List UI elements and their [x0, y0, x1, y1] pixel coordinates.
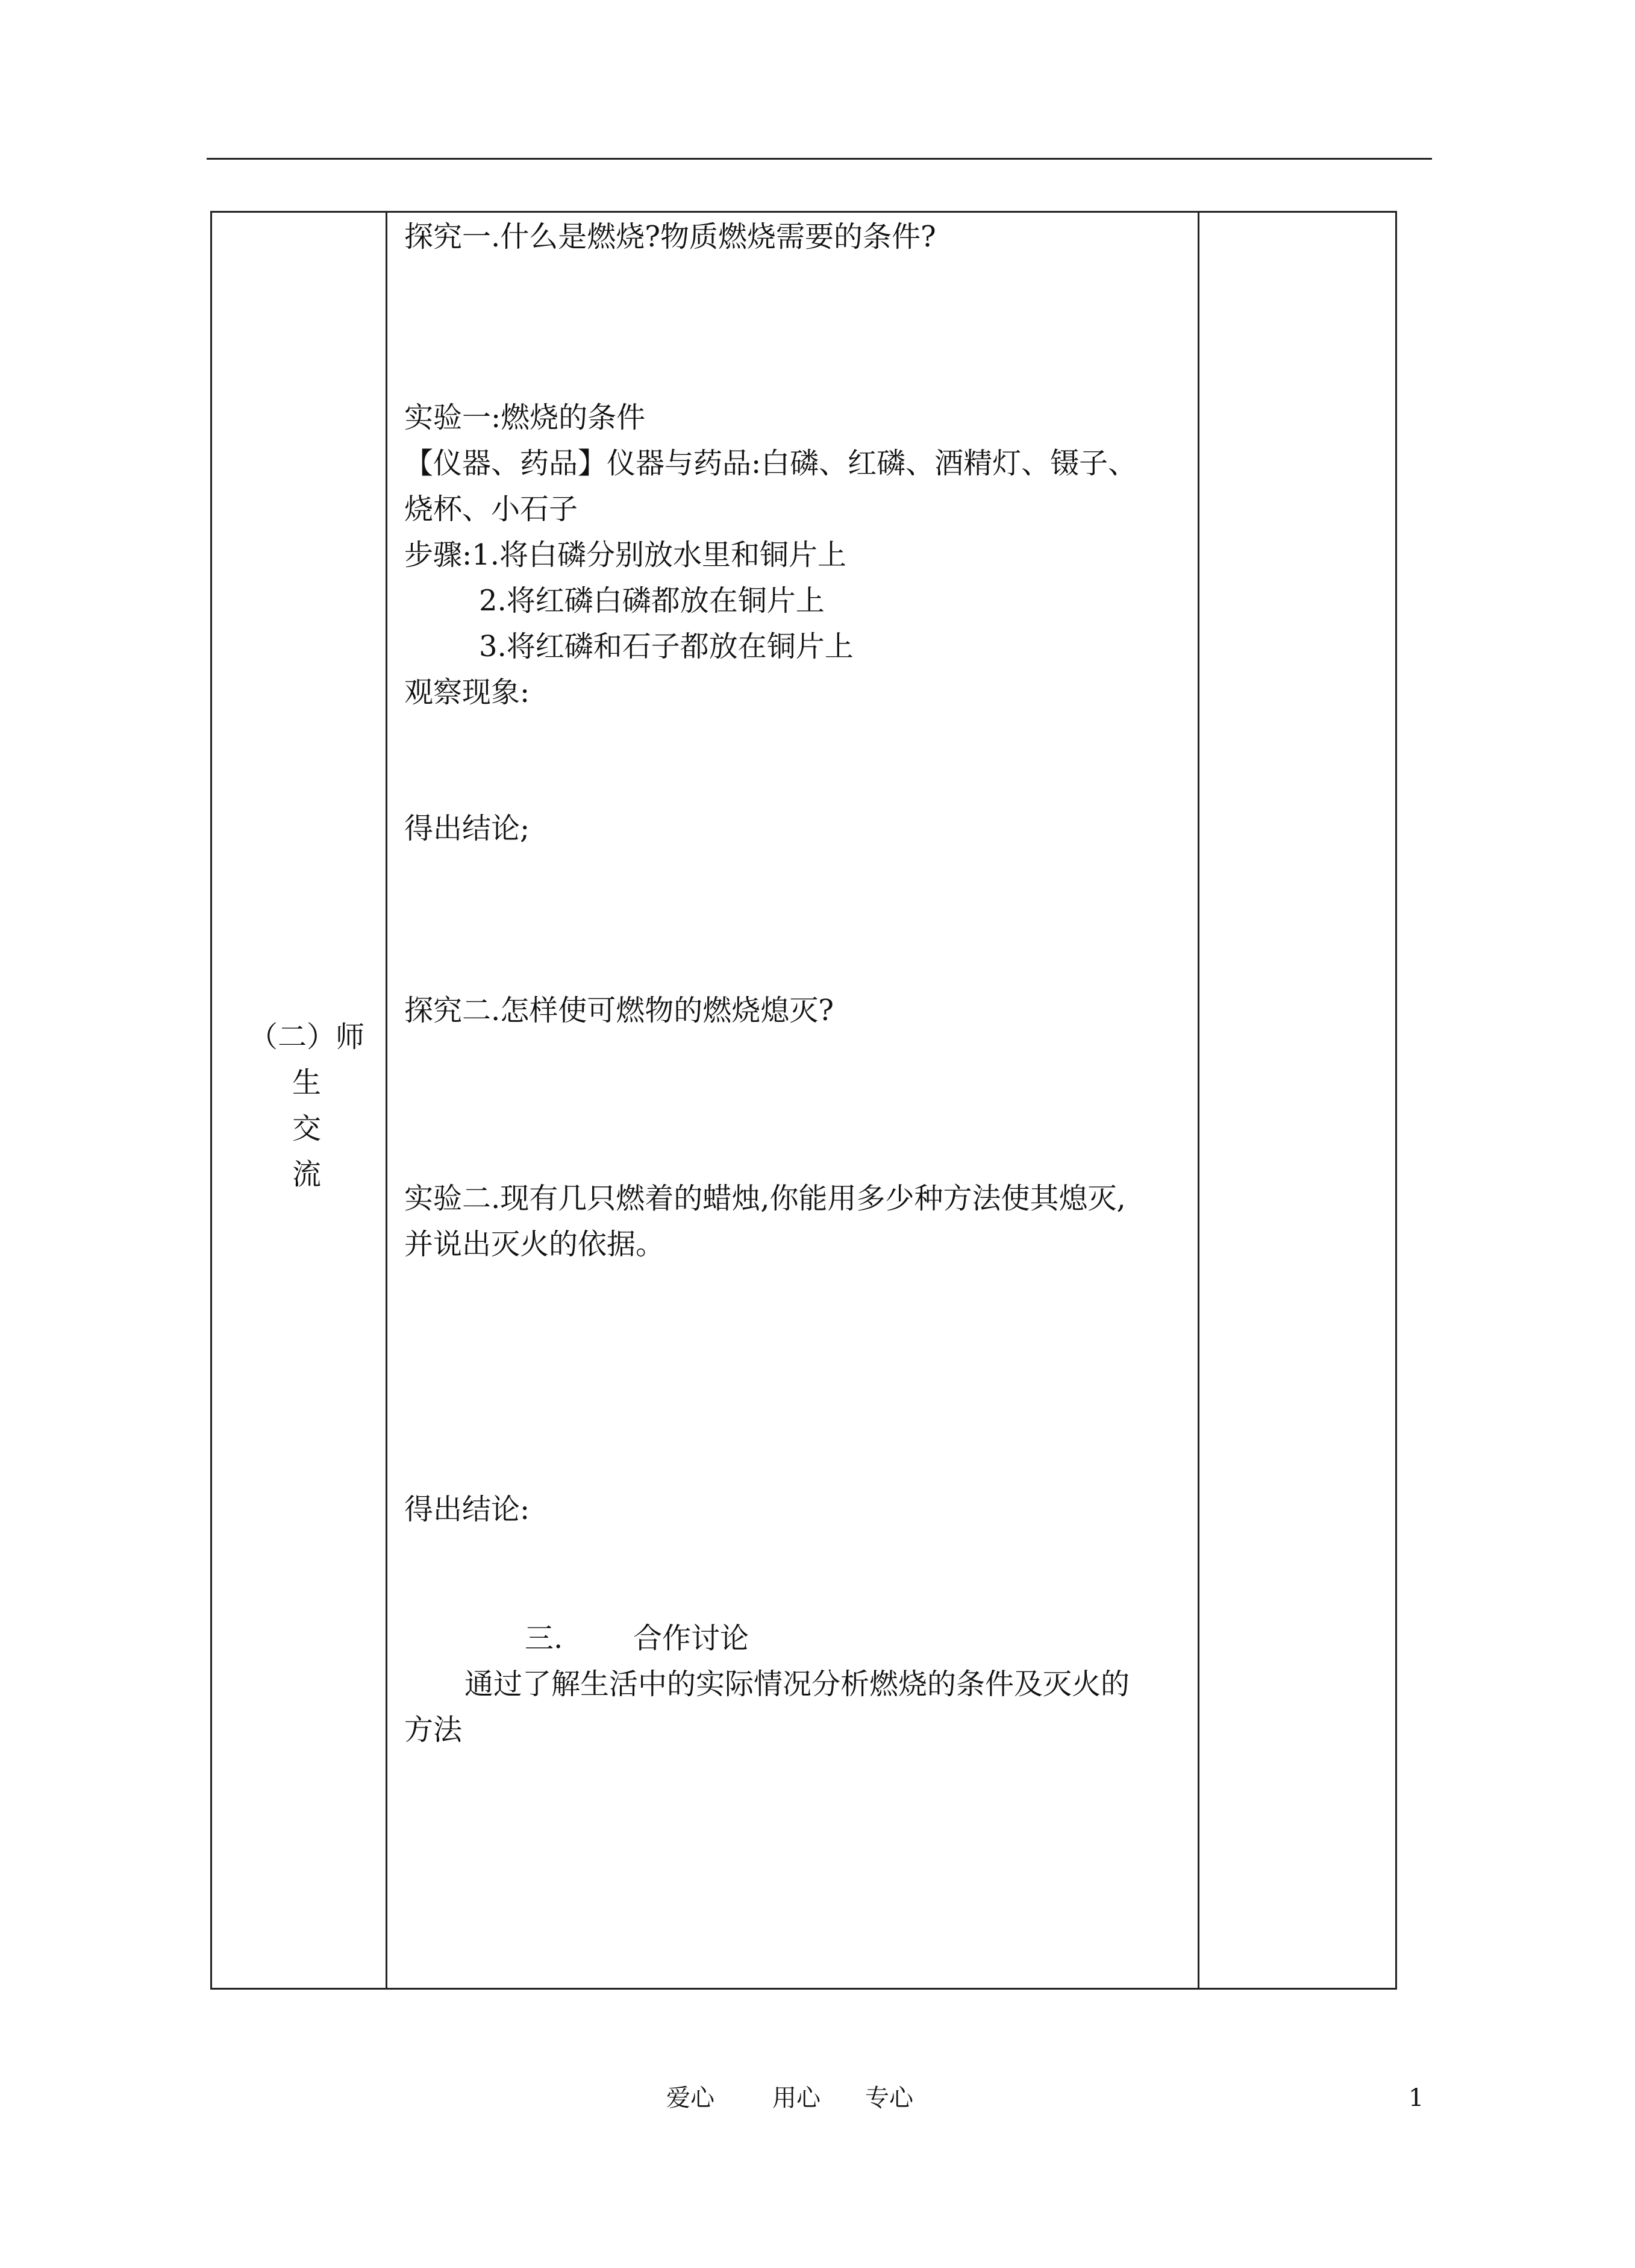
exp1-materials-line2: 烧杯、小石子: [404, 492, 578, 526]
column-divider-left: [386, 213, 387, 1988]
exp1-step2: 2.将红磷白磷都放在铜片上: [479, 584, 825, 618]
exp2-line1: 实验二.现有几只燃着的蜡烛,你能用多少种方法使其熄灭,: [404, 1182, 1126, 1215]
stage-label: [243, 1014, 370, 1197]
section3-body-line2: 方法: [404, 1713, 463, 1747]
exp1-step1: 步骤:1.将白磷分别放水里和铜片上: [404, 538, 846, 572]
inquiry1-title: 探究一.什么是燃烧?物质燃烧需要的条件?: [404, 220, 936, 254]
exp1-materials-line1: 【仪器、药品】仪器与药品:白磷、红磷、酒精灯、镊子、: [404, 446, 1137, 480]
stage-label-line: （二）师: [248, 1020, 364, 1054]
content-cell: [404, 213, 1187, 1988]
inquiry2-title: 探究二.怎样使可燃物的燃烧熄灭?: [404, 994, 834, 1027]
exp2-line2: 并说出灭火的依据。: [404, 1227, 665, 1261]
exp1-title: 实验一:燃烧的条件: [404, 401, 646, 434]
observe-label: 观察现象:: [404, 675, 530, 709]
stage-label-line: 交: [292, 1112, 321, 1145]
section3-title: 合作讨论: [633, 1621, 749, 1655]
exp1-step3: 3.将红磷和石子都放在铜片上: [479, 630, 854, 663]
footer-slogan-item: 爱心: [666, 2084, 714, 2112]
conclusion1-label: 得出结论;: [404, 812, 530, 845]
page-number: 1: [1408, 2084, 1424, 2112]
conclusion2-label: 得出结论:: [404, 1493, 530, 1526]
footer-slogan-item: 专心: [865, 2084, 913, 2112]
stage-label-line: 生: [292, 1066, 321, 1100]
section3-body-line1: 通过了解生活中的实际情况分析燃烧的条件及灭火的: [464, 1667, 1130, 1701]
section3-number: 三.: [525, 1621, 563, 1655]
footer-slogan-item: 用心: [772, 2084, 821, 2112]
header-rule: [207, 158, 1432, 160]
stage-label-line: 流: [292, 1157, 321, 1191]
column-divider-right: [1198, 213, 1199, 1988]
lesson-table: [210, 211, 1397, 1990]
